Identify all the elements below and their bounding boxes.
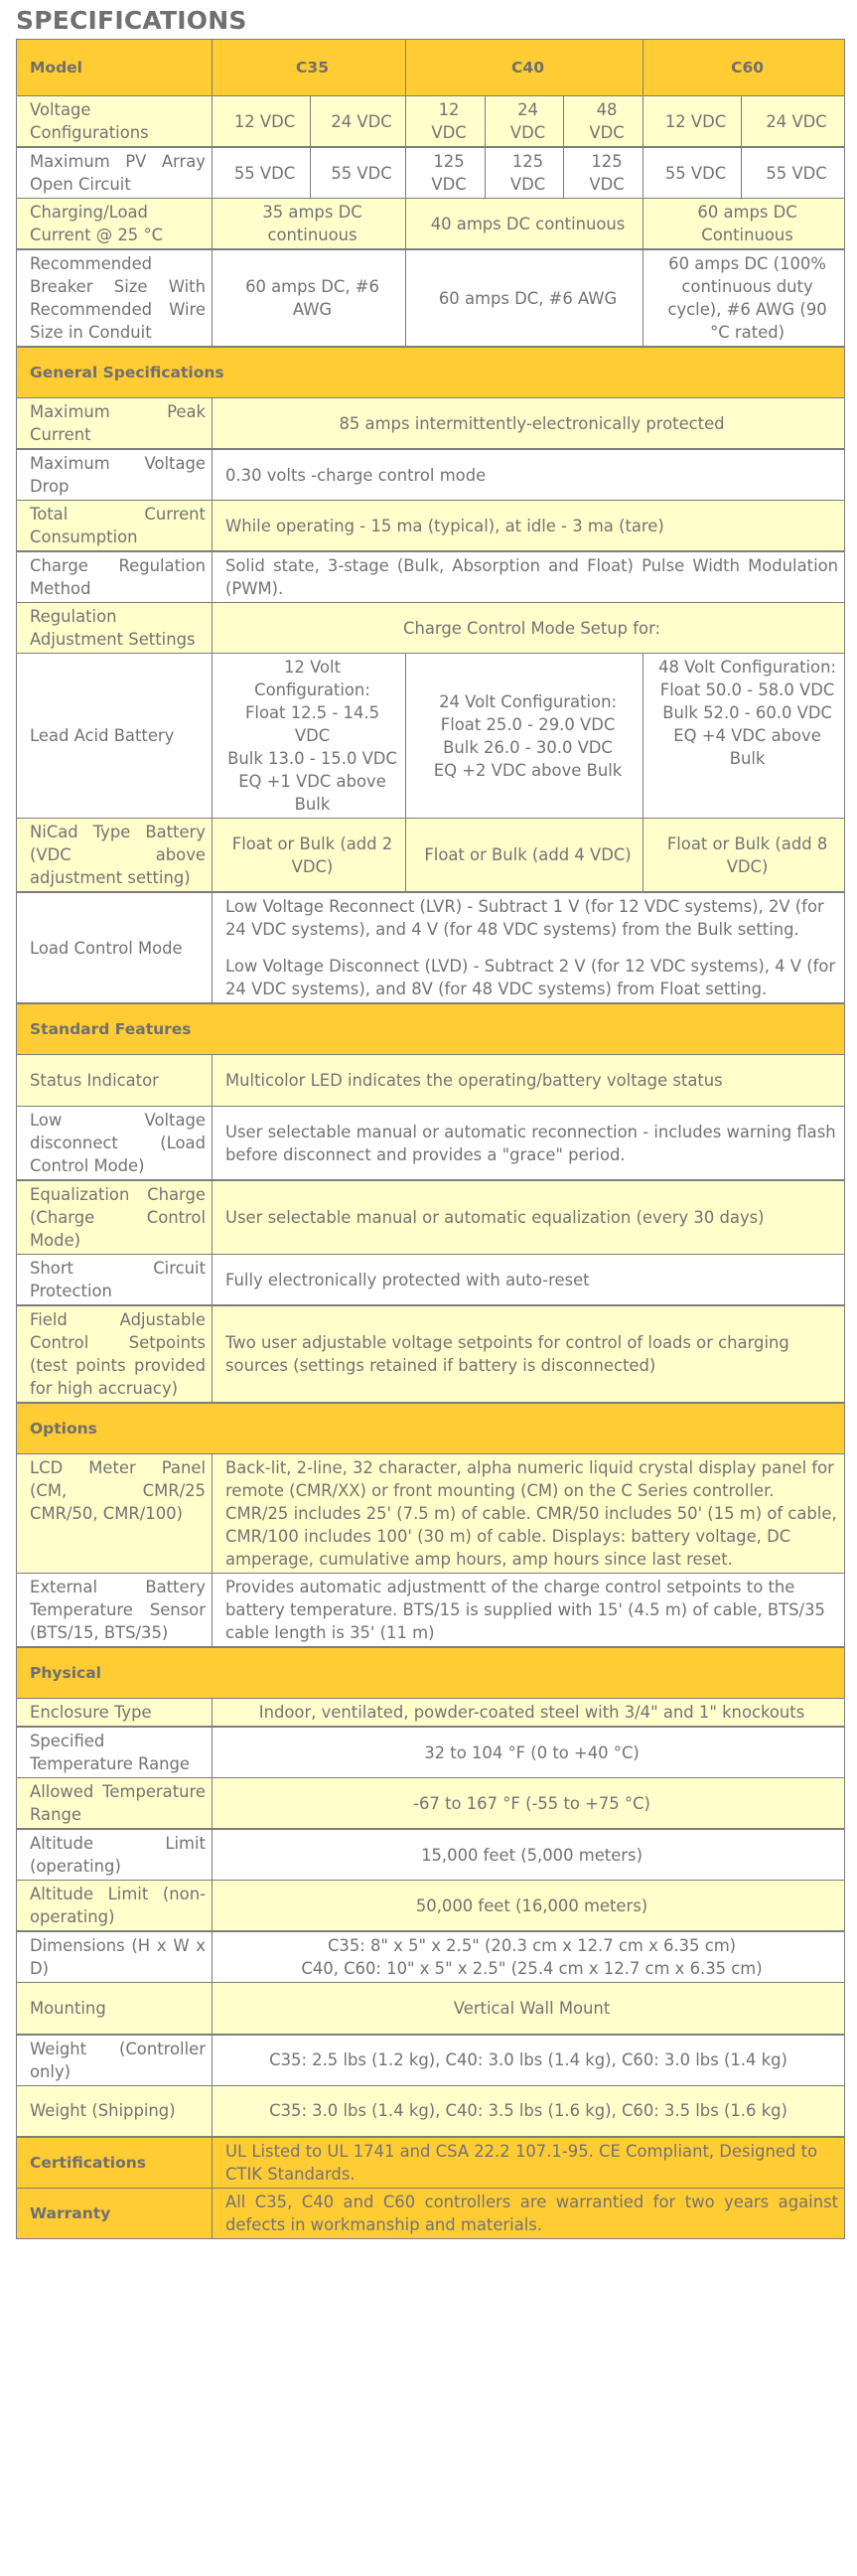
load-control-row (17, 892, 845, 1003)
row-label: Equalization Charge (Charge Control Mode) (17, 1180, 213, 1255)
section-title: Physical (17, 1647, 845, 1699)
voltage-row (17, 96, 845, 148)
spec-temp-row (17, 1727, 845, 1778)
nicad-row (17, 819, 845, 893)
row-label: Charging/Load Current @ 25 °C (17, 199, 213, 250)
config-line: 48 Volt Configuration: (658, 658, 836, 677)
row-label: Recommended Breaker Size With Recommended Wire Size in Conduit (17, 249, 213, 347)
row-value: Solid state, 3-stage (Bulk, Absorption and Float) Pulse Width Modulation (PWM). (213, 551, 845, 603)
row-value: 15,000 feet (5,000 meters) (213, 1829, 845, 1881)
low-voltage-row (17, 1107, 845, 1181)
weight-shipping-row (17, 2085, 845, 2137)
breaker-cell: 60 amps DC, #6 AWG (213, 249, 406, 347)
row-label: Weight (Shipping) (17, 2085, 213, 2137)
dimensions-value (213, 1931, 845, 1983)
current-cell: 60 amps DC Continuous (643, 199, 845, 250)
row-value: C35: 3.0 lbs (1.4 kg), C40: 3.5 lbs (1.6 kg), C60: 3.5 lbs (1.6 kg) (213, 2085, 845, 2137)
row-value: User selectable manual or automatic equalization (every 30 days) (213, 1180, 845, 1255)
config-line: EQ +2 VDC above Bulk (433, 760, 623, 780)
row-value: -67 to 167 °F (-55 to +75 °C) (213, 1778, 845, 1830)
row-label: Weight (Controller only) (17, 2035, 213, 2086)
model-c35: C35 (213, 40, 406, 96)
voltage-cell: 24 VDC (742, 96, 845, 148)
lead-acid-48v (643, 654, 845, 819)
allowed-temp-row (17, 1778, 845, 1830)
config-line: Float 50.0 - 58.0 VDC (659, 681, 835, 699)
equalization-row (17, 1180, 845, 1255)
row-value: User selectable manual or automatic reconnection - includes warning flash before disconnect and provides a "grace" period. (213, 1107, 845, 1181)
voltage-cell: 24 VDC (311, 96, 406, 148)
pv-row (17, 147, 845, 199)
row-label: Warranty (17, 2189, 213, 2239)
row-label: Dimensions (H x W x D) (17, 1931, 213, 1983)
voltage-cell: 24 VDC (486, 96, 564, 148)
row-label: Maximum PV Array Open Circuit (17, 147, 213, 199)
row-label: Short Circuit Protection (17, 1255, 213, 1306)
row-label: Field Adjustable Control Setpoints (test points provided for high accruacy) (17, 1305, 213, 1403)
section-title: General Specifications (17, 347, 845, 398)
pv-cell: 125 VDC (564, 147, 643, 199)
dimensions-line: C35: 8" x 5" x 2.5" (20.3 cm x 12.7 cm x 6.35 cm) (327, 1936, 737, 1955)
section-options (17, 1403, 845, 1454)
row-label: Load Control Mode (17, 892, 213, 1003)
specifications-table (16, 39, 845, 2239)
altitude-op-row (17, 1829, 845, 1881)
lead-acid-12v (213, 654, 406, 819)
mounting-row (17, 1983, 845, 2035)
status-row (17, 1055, 845, 1107)
voltage-cell: 12 VDC (406, 96, 486, 148)
config-line: 24 Volt Configuration: (439, 691, 617, 711)
section-standard (17, 1003, 845, 1055)
lead-acid-24v (406, 654, 643, 819)
row-value: 50,000 feet (16,000 meters) (213, 1881, 845, 1932)
row-label: Allowed Temperature Range (17, 1778, 213, 1830)
voltage-cell: 12 VDC (213, 96, 311, 148)
pv-cell: 125 VDC (486, 147, 564, 199)
certifications-row (17, 2137, 845, 2189)
row-value: Vertical Wall Mount (213, 1983, 845, 2035)
current-cell: 40 amps DC continuous (406, 199, 643, 250)
bts-row (17, 1574, 845, 1648)
row-label: External Battery Temperature Sensor (BTS/15, BTS/35) (17, 1574, 213, 1648)
lead-acid-row (17, 654, 845, 819)
row-label: Status Indicator (17, 1055, 213, 1107)
nicad-cell: Float or Bulk (add 4 VDC) (406, 819, 643, 893)
row-label: Mounting (17, 1983, 213, 2035)
row-label: Altitude Limit (non-operating) (17, 1881, 213, 1932)
page-title: SPECIFICATIONS (16, 6, 247, 35)
dimensions-line: C40, C60: 10" x 5" x 2.5" (25.4 cm x 12.7 cm x 6.35 cm) (301, 1959, 763, 1978)
row-value: Charge Control Mode Setup for: (213, 603, 845, 654)
row-label: LCD Meter Panel (CM, CMR/25 CMR/50, CMR/100) (17, 1454, 213, 1574)
pv-cell: 55 VDC (643, 147, 742, 199)
row-label: Regulation Adjustment Settings (17, 603, 213, 654)
current-row (17, 199, 845, 250)
breaker-cell: 60 amps DC, #6 AWG (406, 249, 643, 347)
row-value: 85 amps intermittently-electronically protected (213, 398, 845, 450)
row-value: 32 to 104 °F (0 to +40 °C) (213, 1727, 845, 1778)
row-label: Altitude Limit (operating) (17, 1829, 213, 1881)
pv-cell: 125 VDC (406, 147, 486, 199)
row-value: All C35, C40 and C60 controllers are warrantied for two years against defects in workmanship and materials. (213, 2189, 845, 2239)
lcd-row (17, 1454, 845, 1574)
config-line: Bulk 52.0 - 60.0 VDC (662, 703, 832, 722)
drop-row (17, 449, 845, 501)
config-line: Bulk 13.0 - 15.0 VDC (227, 749, 397, 768)
row-label: Enclosure Type (17, 1699, 213, 1728)
config-line: 12 Volt Configuration: (254, 658, 370, 699)
row-label: Charge Regulation Method (17, 551, 213, 603)
paragraph-gap (225, 941, 838, 955)
row-value: Indoor, ventilated, powder-coated steel with 3/4" and 1" knockouts (213, 1699, 845, 1728)
lvr-text: Low Voltage Reconnect (LVR) - Subtract 1 V (for 12 VDC systems), 2V (for 24 VDC systems), and 4 V (for 48 VDC systems) from the Bulk setting. (225, 897, 824, 939)
breaker-row (17, 249, 845, 347)
row-label: Specified Temperature Range (17, 1727, 213, 1778)
lvd-text: Low Voltage Disconnect (LVD) - Subtract 2 V (for 12 VDC systems), 4 V (for 24 VDC systems), and 8V (for 48 VDC systems) from Float setting. (225, 957, 836, 998)
short-circuit-row (17, 1255, 845, 1306)
method-row (17, 551, 845, 603)
nicad-cell: Float or Bulk (add 2 VDC) (213, 819, 406, 893)
model-c40: C40 (406, 40, 643, 96)
section-general (17, 347, 845, 398)
row-label: Total Current Consumption (17, 501, 213, 552)
consumption-row (17, 501, 845, 552)
dimensions-row (17, 1931, 845, 1983)
config-line: EQ +4 VDC above Bulk (673, 726, 821, 768)
section-title: Options (17, 1403, 845, 1454)
row-value: Multicolor LED indicates the operating/battery voltage status (213, 1055, 845, 1107)
enclosure-row (17, 1699, 845, 1728)
row-value: Fully electronically protected with auto-reset (213, 1255, 845, 1306)
altitude-nonop-row (17, 1881, 845, 1932)
section-title: Standard Features (17, 1003, 845, 1055)
current-cell: 35 amps DC continuous (213, 199, 406, 250)
row-label: Maximum Peak Current (17, 398, 213, 450)
config-line: Bulk 26.0 - 30.0 VDC (443, 737, 613, 757)
row-label: Voltage Configurations (17, 96, 213, 148)
warranty-row (17, 2189, 845, 2239)
row-label: Certifications (17, 2137, 213, 2189)
load-control-value (213, 892, 845, 1003)
model-header-row (17, 40, 845, 96)
pv-cell: 55 VDC (311, 147, 406, 199)
config-line: EQ +1 VDC above Bulk (238, 772, 386, 814)
row-value: UL Listed to UL 1741 and CSA 22.2 107.1-95. CE Compliant, Designed to CTIK Standards. (213, 2137, 845, 2189)
row-value: Two user adjustable voltage setpoints for control of loads or charging sources (settings retained if battery is disconnected) (213, 1305, 845, 1403)
breaker-cell: 60 amps DC (100% continuous duty cycle), #6 AWG (90 °C rated) (643, 249, 845, 347)
row-label: Lead Acid Battery (17, 654, 213, 819)
row-label: NiCad Type Battery (VDC above adjustment setting) (17, 819, 213, 893)
peak-row (17, 398, 845, 450)
nicad-cell: Float or Bulk (add 8 VDC) (643, 819, 845, 893)
row-value: While operating - 15 ma (typical), at idle - 3 ma (tare) (213, 501, 845, 552)
voltage-cell: 48 VDC (564, 96, 643, 148)
config-line: Float 25.0 - 29.0 VDC (440, 714, 616, 734)
model-header-label: Model (17, 40, 213, 96)
row-value: Back-lit, 2-line, 32 character, alpha numeric liquid crystal display panel for remote (CMR/XX) or front mounting (CM) on the C Series controller. CMR/25 includes 25' (7.5 m) of cable. CMR/50 includes 50' (15 m) of cable, CMR/100 includes 100' (30 m) of cable. Displays: battery voltage, DC amperage, cumulative amp hours, amp hours since last reset. (213, 1454, 845, 1574)
row-label: Low Voltage disconnect (Load Control Mode) (17, 1107, 213, 1181)
setpoints-row (17, 1305, 845, 1403)
row-label: Maximum Voltage Drop (17, 449, 213, 501)
weight-controller-row (17, 2035, 845, 2086)
section-physical (17, 1647, 845, 1699)
row-value: Provides automatic adjustmentt of the charge control setpoints to the battery temperature. BTS/15 is supplied with 15' (4.5 m) of cable, BTS/35 cable length is 35' (11 m) (213, 1574, 845, 1648)
row-value: C35: 2.5 lbs (1.2 kg), C40: 3.0 lbs (1.4 kg), C60: 3.0 lbs (1.4 kg) (213, 2035, 845, 2086)
pv-cell: 55 VDC (213, 147, 311, 199)
model-c60: C60 (643, 40, 845, 96)
adjust-row (17, 603, 845, 654)
voltage-cell: 12 VDC (643, 96, 742, 148)
row-value: 0.30 volts -charge control mode (213, 449, 845, 501)
pv-cell: 55 VDC (742, 147, 845, 199)
config-line: Float 12.5 - 14.5 VDC (245, 703, 380, 745)
